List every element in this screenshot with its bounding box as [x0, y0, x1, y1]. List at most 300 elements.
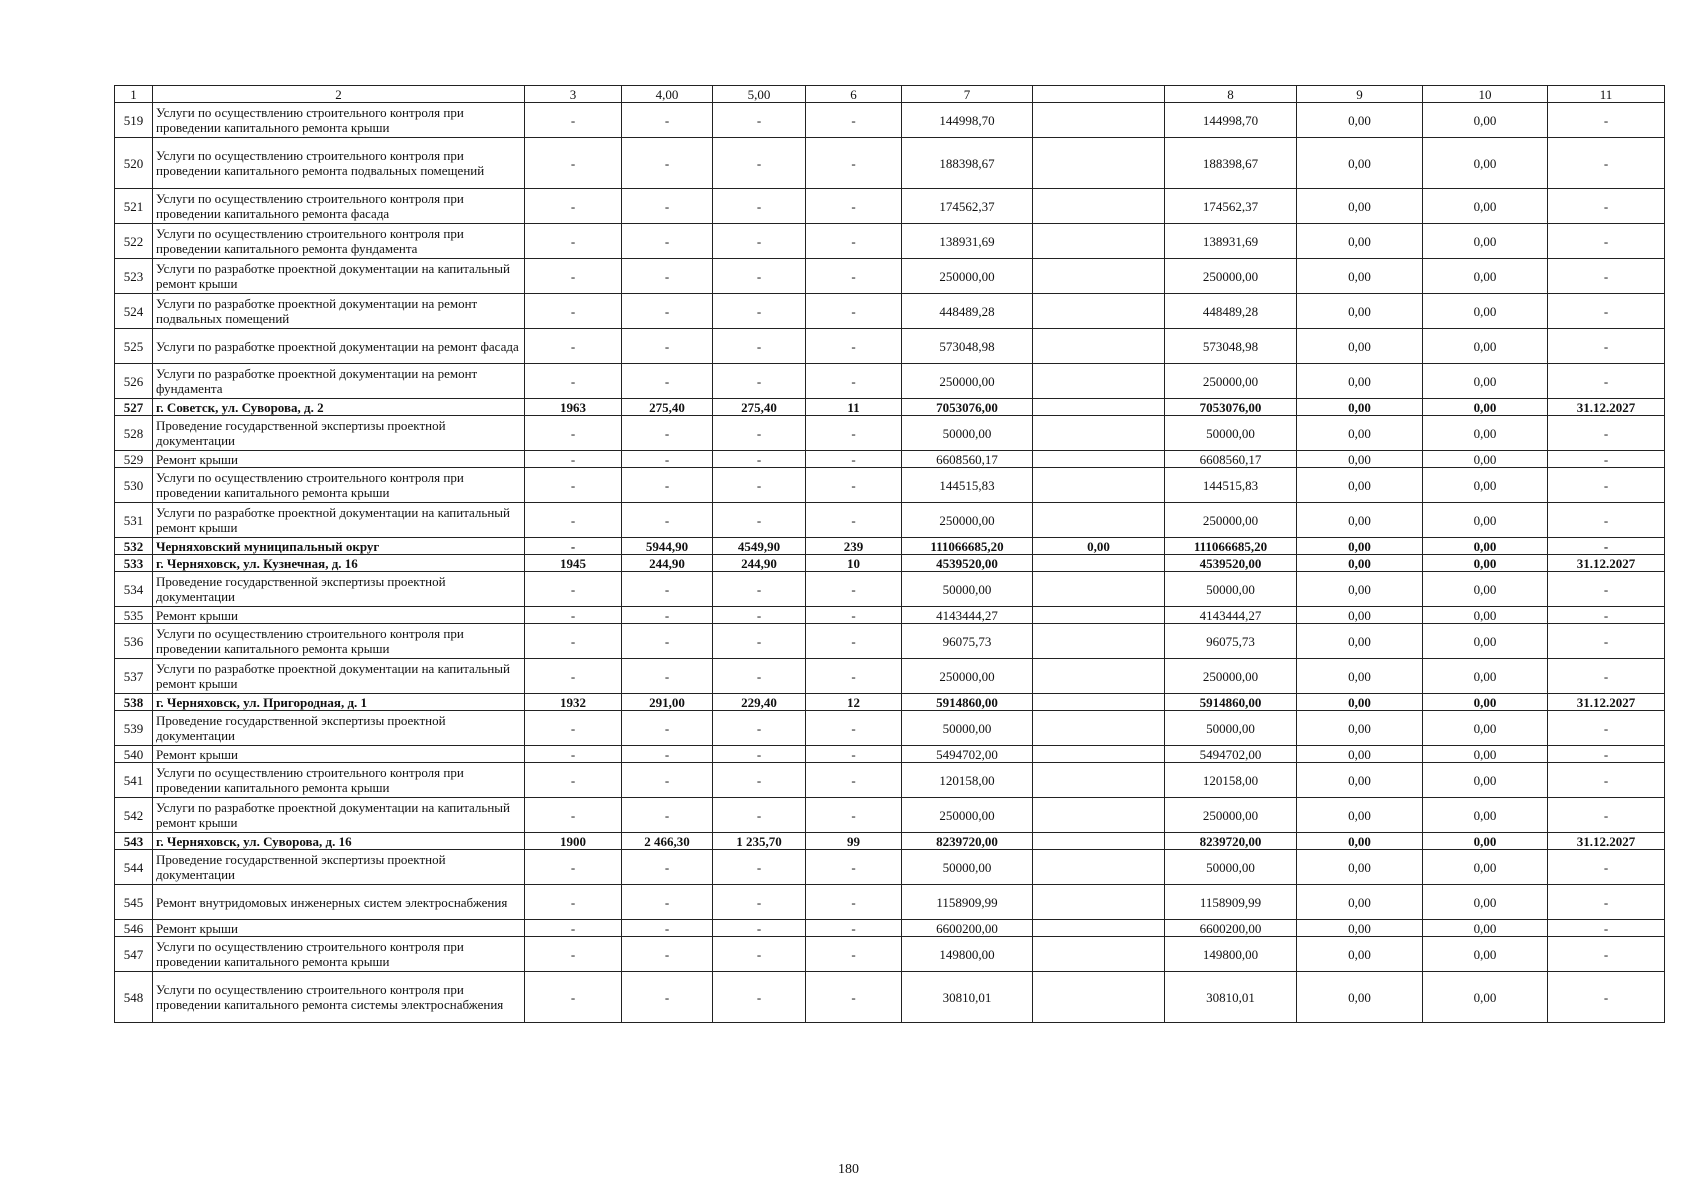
- row-cell: 0,00: [1423, 364, 1548, 399]
- row-cell: 0,00: [1423, 416, 1548, 451]
- row-cell: 1932: [525, 694, 622, 711]
- row-cell: -: [806, 364, 902, 399]
- row-cell: -: [525, 659, 622, 694]
- row-cell: 0,00: [1423, 294, 1548, 329]
- row-cell: -: [806, 937, 902, 972]
- row-cell: -: [713, 503, 806, 538]
- row-cell: 0,00: [1423, 624, 1548, 659]
- row-cell: 573048,98: [1165, 329, 1297, 364]
- row-cell: 50000,00: [1165, 416, 1297, 451]
- row-cell: 0,00: [1423, 538, 1548, 555]
- row-cell: 144998,70: [902, 103, 1033, 138]
- row-number: 547: [115, 937, 153, 972]
- row-number: 526: [115, 364, 153, 399]
- table-row: [115, 189, 1665, 224]
- row-cell: -: [806, 189, 902, 224]
- row-cell: -: [713, 103, 806, 138]
- row-cell: 5944,90: [622, 538, 713, 555]
- row-description: Услуги по осуществлению строительного контроля при проведении капитального ремонта системы электроснабжения: [153, 972, 525, 1023]
- row-cell: -: [713, 798, 806, 833]
- row-cell: 50000,00: [1165, 711, 1297, 746]
- row-cell: 0,00: [1423, 399, 1548, 416]
- row-cell: 291,00: [622, 694, 713, 711]
- header-cell: [1033, 86, 1165, 103]
- row-number: 519: [115, 103, 153, 138]
- row-number: 529: [115, 451, 153, 468]
- row-cell: 1158909,99: [1165, 885, 1297, 920]
- row-cell: -: [622, 937, 713, 972]
- row-number: 528: [115, 416, 153, 451]
- row-number: 523: [115, 259, 153, 294]
- row-cell: 0,00: [1297, 555, 1423, 572]
- row-cell: -: [806, 294, 902, 329]
- row-cell: 0,00: [1297, 503, 1423, 538]
- row-cell: 0,00: [1423, 503, 1548, 538]
- row-number: 524: [115, 294, 153, 329]
- row-description: Услуги по осуществлению строительного контроля при проведении капитального ремонта подвальных помещений: [153, 138, 525, 189]
- row-cell: -: [713, 972, 806, 1023]
- row-cell: -: [622, 572, 713, 607]
- row-cell: -: [525, 503, 622, 538]
- row-cell: 31.12.2027: [1548, 694, 1665, 711]
- row-cell: 0,00: [1297, 607, 1423, 624]
- row-cell: -: [806, 798, 902, 833]
- row-cell: 0,00: [1423, 937, 1548, 972]
- row-cell: 6600200,00: [902, 920, 1033, 937]
- row-cell: -: [1548, 294, 1665, 329]
- row-cell: 250000,00: [1165, 503, 1297, 538]
- page-number: 180: [838, 1162, 859, 1177]
- header-cell: 11: [1548, 86, 1665, 103]
- table-row: [115, 798, 1665, 833]
- row-cell: [1033, 503, 1165, 538]
- table-row: [115, 659, 1665, 694]
- row-cell: -: [525, 885, 622, 920]
- row-cell: -: [713, 416, 806, 451]
- row-description: Услуги по разработке проектной документации на капитальный ремонт крыши: [153, 659, 525, 694]
- row-description: Услуги по осуществлению строительного контроля при проведении капитального ремонта фундамента: [153, 224, 525, 259]
- row-cell: 0,00: [1423, 694, 1548, 711]
- row-cell: 50000,00: [1165, 572, 1297, 607]
- row-cell: 0,00: [1297, 294, 1423, 329]
- row-cell: -: [713, 885, 806, 920]
- row-cell: -: [1548, 416, 1665, 451]
- row-description: Услуги по осуществлению строительного контроля при проведении капитального ремонта крыши: [153, 103, 525, 138]
- row-cell: 0,00: [1297, 329, 1423, 364]
- row-cell: 0,00: [1297, 451, 1423, 468]
- row-cell: -: [622, 920, 713, 937]
- row-cell: -: [806, 468, 902, 503]
- row-cell: -: [1548, 937, 1665, 972]
- row-cell: 0,00: [1297, 189, 1423, 224]
- row-cell: -: [1548, 624, 1665, 659]
- row-cell: 229,40: [713, 694, 806, 711]
- row-cell: -: [622, 329, 713, 364]
- row-cell: 0,00: [1297, 224, 1423, 259]
- table-row: [115, 224, 1665, 259]
- header-cell: 6: [806, 86, 902, 103]
- row-cell: -: [622, 624, 713, 659]
- row-cell: 0,00: [1297, 468, 1423, 503]
- table-row: [115, 850, 1665, 885]
- row-number: 540: [115, 746, 153, 763]
- row-cell: -: [806, 850, 902, 885]
- row-cell: -: [622, 416, 713, 451]
- row-description: г. Черняховск, ул. Суворова, д. 16: [153, 833, 525, 850]
- row-cell: 6600200,00: [1165, 920, 1297, 937]
- row-cell: 5914860,00: [902, 694, 1033, 711]
- row-cell: [1033, 329, 1165, 364]
- row-cell: -: [713, 364, 806, 399]
- row-cell: 250000,00: [902, 259, 1033, 294]
- row-cell: 30810,01: [902, 972, 1033, 1023]
- row-cell: -: [525, 607, 622, 624]
- row-cell: 4143444,27: [1165, 607, 1297, 624]
- row-cell: 0,00: [1423, 451, 1548, 468]
- row-cell: 30810,01: [1165, 972, 1297, 1023]
- table-row: [115, 937, 1665, 972]
- row-cell: 149800,00: [1165, 937, 1297, 972]
- row-cell: -: [713, 224, 806, 259]
- row-number: 525: [115, 329, 153, 364]
- row-cell: -: [525, 850, 622, 885]
- row-number: 530: [115, 468, 153, 503]
- row-cell: 50000,00: [902, 572, 1033, 607]
- row-description: Проведение государственной экспертизы проектной документации: [153, 850, 525, 885]
- row-cell: 7053076,00: [902, 399, 1033, 416]
- row-cell: 50000,00: [902, 850, 1033, 885]
- row-cell: -: [806, 763, 902, 798]
- row-cell: -: [622, 259, 713, 294]
- row-cell: -: [713, 189, 806, 224]
- row-cell: 0,00: [1423, 572, 1548, 607]
- row-cell: 0,00: [1423, 259, 1548, 294]
- row-cell: 120158,00: [902, 763, 1033, 798]
- row-cell: -: [525, 711, 622, 746]
- header-cell: 5,00: [713, 86, 806, 103]
- row-cell: 0,00: [1423, 659, 1548, 694]
- row-cell: -: [713, 937, 806, 972]
- row-cell: 0,00: [1423, 763, 1548, 798]
- row-cell: -: [1548, 138, 1665, 189]
- row-description: г. Советск, ул. Суворова, д. 2: [153, 399, 525, 416]
- row-cell: 1963: [525, 399, 622, 416]
- row-number: 537: [115, 659, 153, 694]
- row-cell: -: [1548, 451, 1665, 468]
- row-cell: 0,00: [1297, 833, 1423, 850]
- row-cell: 0,00: [1423, 555, 1548, 572]
- row-cell: -: [525, 416, 622, 451]
- row-cell: 0,00: [1297, 659, 1423, 694]
- row-number: 545: [115, 885, 153, 920]
- row-number: 541: [115, 763, 153, 798]
- table-row: [115, 972, 1665, 1023]
- table-row: [115, 503, 1665, 538]
- row-number: 543: [115, 833, 153, 850]
- row-cell: -: [1548, 468, 1665, 503]
- row-cell: -: [525, 538, 622, 555]
- row-cell: 0,00: [1297, 746, 1423, 763]
- header-cell: 9: [1297, 86, 1423, 103]
- table-header-row: [115, 86, 1665, 103]
- row-cell: -: [713, 451, 806, 468]
- row-cell: -: [622, 224, 713, 259]
- row-description: Услуги по осуществлению строительного контроля при проведении капитального ремонта крыши: [153, 937, 525, 972]
- row-description: Услуги по осуществлению строительного контроля при проведении капитального ремонта фасада: [153, 189, 525, 224]
- row-cell: -: [1548, 364, 1665, 399]
- row-cell: 99: [806, 833, 902, 850]
- row-cell: 0,00: [1297, 538, 1423, 555]
- row-cell: -: [806, 711, 902, 746]
- row-description: Услуги по разработке проектной документации на капитальный ремонт крыши: [153, 798, 525, 833]
- row-cell: -: [1548, 920, 1665, 937]
- row-cell: 0,00: [1297, 416, 1423, 451]
- row-cell: 250000,00: [1165, 798, 1297, 833]
- row-cell: -: [525, 972, 622, 1023]
- row-cell: 111066685,20: [1165, 538, 1297, 555]
- row-cell: 0,00: [1423, 103, 1548, 138]
- row-cell: 6608560,17: [1165, 451, 1297, 468]
- row-cell: -: [713, 329, 806, 364]
- row-cell: 31.12.2027: [1548, 833, 1665, 850]
- row-cell: 4539520,00: [1165, 555, 1297, 572]
- row-cell: 2 466,30: [622, 833, 713, 850]
- row-cell: -: [806, 224, 902, 259]
- row-number: 533: [115, 555, 153, 572]
- row-cell: 448489,28: [1165, 294, 1297, 329]
- row-cell: -: [713, 763, 806, 798]
- row-cell: -: [806, 451, 902, 468]
- row-cell: -: [1548, 572, 1665, 607]
- row-cell: -: [525, 572, 622, 607]
- row-cell: -: [622, 294, 713, 329]
- row-cell: 96075,73: [902, 624, 1033, 659]
- row-cell: 1 235,70: [713, 833, 806, 850]
- row-cell: 96075,73: [1165, 624, 1297, 659]
- row-cell: -: [713, 624, 806, 659]
- row-cell: [1033, 885, 1165, 920]
- row-cell: -: [525, 138, 622, 189]
- row-number: 531: [115, 503, 153, 538]
- row-cell: 0,00: [1423, 711, 1548, 746]
- row-cell: -: [622, 711, 713, 746]
- row-description: Ремонт крыши: [153, 920, 525, 937]
- row-cell: 111066685,20: [902, 538, 1033, 555]
- row-cell: 7053076,00: [1165, 399, 1297, 416]
- row-cell: -: [1548, 103, 1665, 138]
- row-cell: 0,00: [1423, 746, 1548, 763]
- row-cell: 0,00: [1297, 920, 1423, 937]
- row-cell: -: [1548, 763, 1665, 798]
- row-cell: 4539520,00: [902, 555, 1033, 572]
- row-cell: -: [806, 572, 902, 607]
- row-cell: 11: [806, 399, 902, 416]
- row-cell: 0,00: [1423, 920, 1548, 937]
- row-description: Услуги по разработке проектной документации на ремонт фасада: [153, 329, 525, 364]
- row-number: 546: [115, 920, 153, 937]
- row-cell: [1033, 451, 1165, 468]
- row-cell: [1033, 972, 1165, 1023]
- row-description: Услуги по разработке проектной документации на капитальный ремонт крыши: [153, 259, 525, 294]
- row-number: 544: [115, 850, 153, 885]
- row-cell: 0,00: [1423, 189, 1548, 224]
- row-cell: [1033, 572, 1165, 607]
- row-description: Услуги по осуществлению строительного контроля при проведении капитального ремонта крыши: [153, 763, 525, 798]
- header-cell: 3: [525, 86, 622, 103]
- row-cell: -: [622, 798, 713, 833]
- row-number: 536: [115, 624, 153, 659]
- row-cell: [1033, 607, 1165, 624]
- row-description: Черняховский муниципальный округ: [153, 538, 525, 555]
- row-cell: 0,00: [1297, 937, 1423, 972]
- row-cell: 0,00: [1297, 572, 1423, 607]
- row-cell: -: [1548, 224, 1665, 259]
- row-cell: 138931,69: [1165, 224, 1297, 259]
- row-cell: -: [622, 451, 713, 468]
- row-number: 535: [115, 607, 153, 624]
- row-cell: 0,00: [1423, 329, 1548, 364]
- table-row: [115, 259, 1665, 294]
- row-cell: [1033, 711, 1165, 746]
- row-cell: 0,00: [1297, 399, 1423, 416]
- row-cell: 448489,28: [902, 294, 1033, 329]
- row-cell: [1033, 364, 1165, 399]
- row-number: 542: [115, 798, 153, 833]
- row-cell: 31.12.2027: [1548, 399, 1665, 416]
- table-row: [115, 103, 1665, 138]
- row-cell: [1033, 224, 1165, 259]
- row-description: Ремонт крыши: [153, 607, 525, 624]
- row-cell: -: [713, 294, 806, 329]
- row-cell: 250000,00: [902, 798, 1033, 833]
- row-cell: 0,00: [1423, 850, 1548, 885]
- row-cell: -: [525, 451, 622, 468]
- row-cell: 149800,00: [902, 937, 1033, 972]
- row-cell: -: [525, 920, 622, 937]
- row-cell: -: [525, 364, 622, 399]
- row-cell: -: [525, 746, 622, 763]
- row-cell: 0,00: [1297, 138, 1423, 189]
- row-cell: 0,00: [1033, 538, 1165, 555]
- table-row: [115, 138, 1665, 189]
- row-cell: 0,00: [1423, 885, 1548, 920]
- row-cell: [1033, 555, 1165, 572]
- row-cell: -: [713, 711, 806, 746]
- row-cell: -: [806, 972, 902, 1023]
- row-cell: 4143444,27: [902, 607, 1033, 624]
- row-cell: [1033, 850, 1165, 885]
- table-row: [115, 746, 1665, 763]
- row-cell: 250000,00: [902, 659, 1033, 694]
- row-cell: -: [806, 607, 902, 624]
- row-cell: [1033, 103, 1165, 138]
- row-cell: 8239720,00: [902, 833, 1033, 850]
- row-cell: 188398,67: [902, 138, 1033, 189]
- row-cell: [1033, 416, 1165, 451]
- row-cell: -: [713, 607, 806, 624]
- table-row: [115, 694, 1665, 711]
- row-cell: -: [525, 798, 622, 833]
- row-cell: 138931,69: [902, 224, 1033, 259]
- row-cell: -: [1548, 798, 1665, 833]
- row-cell: 0,00: [1297, 624, 1423, 659]
- row-cell: 174562,37: [902, 189, 1033, 224]
- row-cell: -: [1548, 885, 1665, 920]
- table-body: [115, 86, 1665, 1023]
- row-cell: 0,00: [1297, 763, 1423, 798]
- row-cell: 144515,83: [902, 468, 1033, 503]
- table-row: [115, 763, 1665, 798]
- row-description: Услуги по разработке проектной документации на капитальный ремонт крыши: [153, 503, 525, 538]
- table-row: [115, 711, 1665, 746]
- row-cell: 144998,70: [1165, 103, 1297, 138]
- row-cell: 1900: [525, 833, 622, 850]
- row-cell: [1033, 189, 1165, 224]
- row-cell: 144515,83: [1165, 468, 1297, 503]
- row-cell: 1158909,99: [902, 885, 1033, 920]
- row-cell: -: [622, 746, 713, 763]
- table-row: [115, 364, 1665, 399]
- row-cell: [1033, 833, 1165, 850]
- row-description: Проведение государственной экспертизы проектной документации: [153, 711, 525, 746]
- row-cell: 0,00: [1297, 798, 1423, 833]
- row-cell: 250000,00: [1165, 259, 1297, 294]
- row-cell: -: [622, 972, 713, 1023]
- row-cell: 50000,00: [1165, 850, 1297, 885]
- row-description: Услуги по разработке проектной документации на ремонт фундамента: [153, 364, 525, 399]
- row-cell: -: [1548, 259, 1665, 294]
- row-description: Проведение государственной экспертизы проектной документации: [153, 416, 525, 451]
- row-cell: 174562,37: [1165, 189, 1297, 224]
- table-row: [115, 294, 1665, 329]
- table-row: [115, 329, 1665, 364]
- row-cell: -: [713, 920, 806, 937]
- row-cell: -: [622, 763, 713, 798]
- table-row: [115, 607, 1665, 624]
- row-cell: 0,00: [1423, 468, 1548, 503]
- row-cell: 6608560,17: [902, 451, 1033, 468]
- row-cell: 0,00: [1297, 711, 1423, 746]
- row-number: 534: [115, 572, 153, 607]
- row-cell: -: [806, 259, 902, 294]
- row-cell: -: [1548, 538, 1665, 555]
- row-description: Ремонт крыши: [153, 451, 525, 468]
- header-cell: 1: [115, 86, 153, 103]
- row-cell: -: [806, 416, 902, 451]
- row-cell: 573048,98: [902, 329, 1033, 364]
- row-description: Услуги по разработке проектной документации на ремонт подвальных помещений: [153, 294, 525, 329]
- row-cell: 0,00: [1423, 607, 1548, 624]
- row-cell: 120158,00: [1165, 763, 1297, 798]
- table-row: [115, 833, 1665, 850]
- row-cell: -: [806, 138, 902, 189]
- row-cell: -: [525, 937, 622, 972]
- row-cell: 5914860,00: [1165, 694, 1297, 711]
- row-cell: 12: [806, 694, 902, 711]
- table-row: [115, 468, 1665, 503]
- row-cell: 239: [806, 538, 902, 555]
- row-cell: [1033, 624, 1165, 659]
- row-cell: -: [525, 294, 622, 329]
- row-cell: -: [1548, 607, 1665, 624]
- row-description: Услуги по осуществлению строительного контроля при проведении капитального ремонта крыши: [153, 468, 525, 503]
- row-cell: -: [1548, 746, 1665, 763]
- row-description: Проведение государственной экспертизы проектной документации: [153, 572, 525, 607]
- header-cell: 2: [153, 86, 525, 103]
- row-cell: 244,90: [622, 555, 713, 572]
- row-cell: -: [622, 503, 713, 538]
- row-cell: -: [622, 607, 713, 624]
